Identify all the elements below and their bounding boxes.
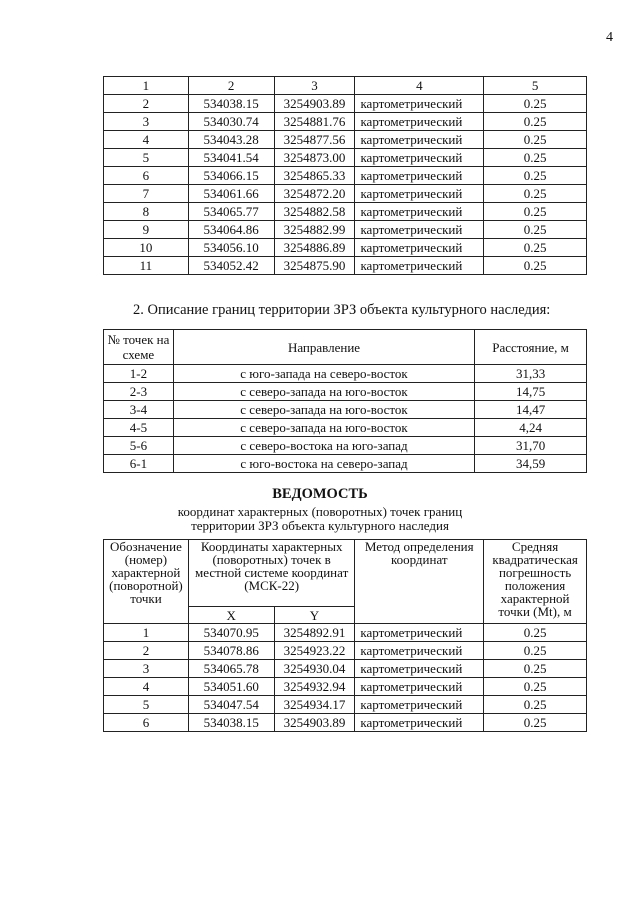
direction: с юго-востока на северо-запад [173,455,474,473]
table-row [104,678,587,696]
table-row [104,203,587,221]
header-coordinates: Координаты характерных (поворотных) точек в местной системе координат (МСК-22) [188,540,354,607]
accuracy: 0.25 [484,167,587,185]
accuracy: 0.25 [484,714,587,732]
accuracy: 0.25 [484,149,587,167]
page-number: 4 [606,30,613,45]
table-row [104,401,587,419]
y-coordinate: 3254882.58 [274,203,355,221]
accuracy: 0.25 [484,113,587,131]
table-row [104,437,587,455]
distance: 31,70 [475,437,587,455]
coordinates-table-continued [103,76,587,275]
method: картометрический [355,257,484,275]
y-coordinate: 3254923.22 [274,642,355,660]
accuracy: 0.25 [484,203,587,221]
table-row [104,131,587,149]
point-number: 3 [104,660,189,678]
point-number: 9 [104,221,189,239]
column-number: 3 [274,77,355,95]
point-number: 10 [104,239,189,257]
table-row [104,419,587,437]
x-coordinate: 534051.60 [188,678,274,696]
table-row [104,660,587,678]
column-number: 4 [355,77,484,95]
method: картометрический [355,642,484,660]
y-coordinate: 3254875.90 [274,257,355,275]
direction: с северо-запада на юго-восток [173,419,474,437]
y-coordinate: 3254882.99 [274,221,355,239]
table-row [104,149,587,167]
x-coordinate: 534065.78 [188,660,274,678]
direction: с северо-запада на юго-восток [173,383,474,401]
x-coordinate: 534041.54 [188,149,274,167]
segment: 1-2 [104,365,174,383]
y-coordinate: 3254873.00 [274,149,355,167]
y-coordinate: 3254930.04 [274,660,355,678]
point-number: 5 [104,696,189,714]
column-number: 2 [188,77,274,95]
accuracy: 0.25 [484,678,587,696]
distance: 34,59 [475,455,587,473]
x-coordinate: 534043.28 [188,131,274,149]
header-method: Метод определения координат [355,540,484,624]
segment: 3-4 [104,401,174,419]
header-designation: Обозначение (номер) характерной (поворотной) точки [104,540,189,624]
x-coordinate: 534030.74 [188,113,274,131]
table-header-row [104,330,587,365]
method: картометрический [355,167,484,185]
x-coordinate: 534066.15 [188,167,274,185]
y-coordinate: 3254934.17 [274,696,355,714]
table-header-row [104,77,587,95]
accuracy: 0.25 [484,239,587,257]
accuracy: 0.25 [484,131,587,149]
table-row [104,185,587,203]
method: картометрический [355,221,484,239]
x-coordinate: 534064.86 [188,221,274,239]
table-row [104,714,587,732]
table-row [104,383,587,401]
x-coordinate: 534038.15 [188,714,274,732]
header-x: X [188,607,274,624]
point-number: 4 [104,131,189,149]
y-coordinate: 3254932.94 [274,678,355,696]
y-coordinate: 3254881.76 [274,113,355,131]
segment: 5-6 [104,437,174,455]
table-row [104,95,587,113]
table-row [104,113,587,131]
point-number: 1 [104,624,189,642]
table-row [104,365,587,383]
x-coordinate: 534052.42 [188,257,274,275]
table-row [104,257,587,275]
vedomost-subtitle-line-2: территории ЗРЗ объекта культурного наследия [191,518,449,533]
table-row [104,624,587,642]
x-coordinate: 534078.86 [188,642,274,660]
direction: с северо-востока на юго-запад [173,437,474,455]
method: картометрический [355,149,484,167]
y-coordinate: 3254865.33 [274,167,355,185]
accuracy: 0.25 [484,660,587,678]
point-number: 3 [104,113,189,131]
segment: 2-3 [104,383,174,401]
accuracy: 0.25 [484,221,587,239]
x-coordinate: 534038.15 [188,95,274,113]
header-direction: Направление [173,330,474,365]
accuracy: 0.25 [484,624,587,642]
x-coordinate: 534047.54 [188,696,274,714]
point-number: 5 [104,149,189,167]
column-number: 5 [484,77,587,95]
header-points: № точек на схеме [104,330,174,365]
method: картометрический [355,696,484,714]
point-number: 6 [104,167,189,185]
segment: 4-5 [104,419,174,437]
header-accuracy: Средняя квадратическая погрешность положения характерной точки (Mt), м [484,540,587,624]
table-row [104,696,587,714]
distance: 14,75 [475,383,587,401]
point-number: 2 [104,95,189,113]
column-number: 1 [104,77,189,95]
vedomost-title: ВЕДОМОСТЬ [272,486,368,502]
table-row [104,455,587,473]
method: картометрический [355,660,484,678]
y-coordinate: 3254886.89 [274,239,355,257]
x-coordinate: 534065.77 [188,203,274,221]
table-header-row [104,540,587,607]
method: картометрический [355,203,484,221]
accuracy: 0.25 [484,642,587,660]
y-coordinate: 3254877.56 [274,131,355,149]
method: картометрический [355,113,484,131]
point-number: 4 [104,678,189,696]
header-distance: Расстояние, м [475,330,587,365]
method: картометрический [355,624,484,642]
point-number: 6 [104,714,189,732]
point-number: 11 [104,257,189,275]
method: картометрический [355,678,484,696]
y-coordinate: 3254903.89 [274,95,355,113]
vedomost-table [103,539,587,732]
x-coordinate: 534070.95 [188,624,274,642]
point-number: 2 [104,642,189,660]
method: картометрический [355,131,484,149]
direction: с северо-запада на юго-восток [173,401,474,419]
method: картометрический [355,95,484,113]
distance: 14,47 [475,401,587,419]
x-coordinate: 534061.66 [188,185,274,203]
y-coordinate: 3254892.91 [274,624,355,642]
direction: с юго-запада на северо-восток [173,365,474,383]
table-row [104,642,587,660]
y-coordinate: 3254872.20 [274,185,355,203]
segment: 6-1 [104,455,174,473]
vedomost-subtitle-line-1: координат характерных (поворотных) точек границ [177,504,463,519]
table-row [104,239,587,257]
accuracy: 0.25 [484,257,587,275]
point-number: 8 [104,203,189,221]
point-number: 7 [104,185,189,203]
method: картометрический [355,239,484,257]
section-2-heading: 2. Описание границ территории ЗРЗ объекта культурного наследия: [133,302,551,318]
table-row [104,221,587,239]
y-coordinate: 3254903.89 [274,714,355,732]
accuracy: 0.25 [484,95,587,113]
table-row [104,167,587,185]
boundary-description-table [103,329,587,473]
distance: 4,24 [475,419,587,437]
accuracy: 0.25 [484,696,587,714]
x-coordinate: 534056.10 [188,239,274,257]
method: картометрический [355,185,484,203]
method: картометрический [355,714,484,732]
header-y: Y [274,607,355,624]
distance: 31,33 [475,365,587,383]
accuracy: 0.25 [484,185,587,203]
